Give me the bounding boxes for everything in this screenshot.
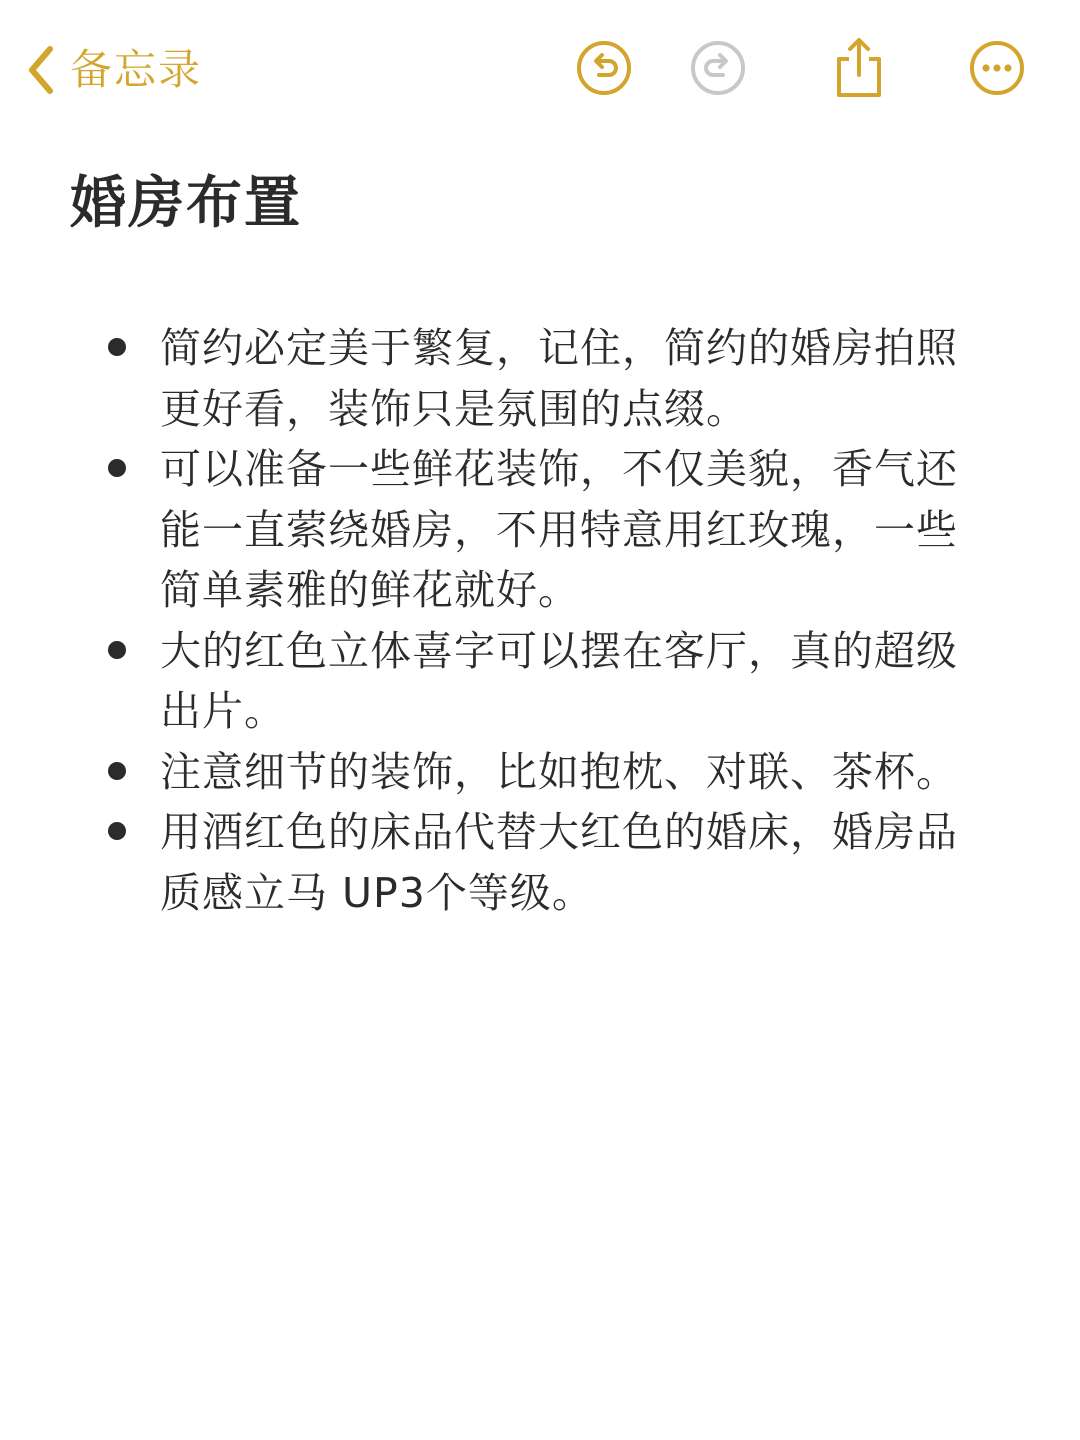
bullet-icon [108, 822, 126, 840]
back-button[interactable] [26, 38, 202, 102]
list-item[interactable] [104, 742, 994, 803]
undo-icon [575, 39, 633, 97]
note-bullet-list [104, 318, 994, 923]
note-title[interactable]: 婚房布置 [70, 171, 302, 236]
bullet-icon [108, 459, 126, 477]
list-item-text: 简约必定美于繁复，记住，简约的婚房拍照更好看，装饰只是氛围的点缀。 [160, 324, 958, 433]
list-item-text: 大的红色立体喜字可以摆在客厅，真的超级出片。 [160, 626, 958, 735]
list-item[interactable] [104, 439, 994, 621]
share-button[interactable] [827, 36, 891, 100]
more-button[interactable] [965, 36, 1029, 100]
redo-icon [689, 39, 747, 97]
list-item-text: 注意细节的装饰，比如抱枕、对联、茶杯。 [160, 747, 958, 796]
bullet-icon [108, 338, 126, 356]
bullet-icon [108, 641, 126, 659]
share-icon [831, 35, 887, 101]
chevron-left-icon [26, 45, 56, 95]
redo-button[interactable] [686, 36, 750, 100]
navigation-bar [0, 0, 1080, 140]
list-item[interactable] [104, 318, 994, 439]
more-icon [968, 39, 1026, 97]
list-item[interactable] [104, 802, 994, 923]
list-item-text: 用酒红色的床品代替大红色的婚床，婚房品质感立马 UP3个等级。 [160, 808, 958, 917]
list-item-text: 可以准备一些鲜花装饰，不仅美貌，香气还能一直萦绕婚房，不用特意用红玫瑰，一些简单素雅的鲜花就好。 [160, 445, 958, 614]
list-item[interactable] [104, 621, 994, 742]
back-label: 备忘录 [70, 45, 203, 94]
undo-button[interactable] [572, 36, 636, 100]
bullet-icon [108, 762, 126, 780]
